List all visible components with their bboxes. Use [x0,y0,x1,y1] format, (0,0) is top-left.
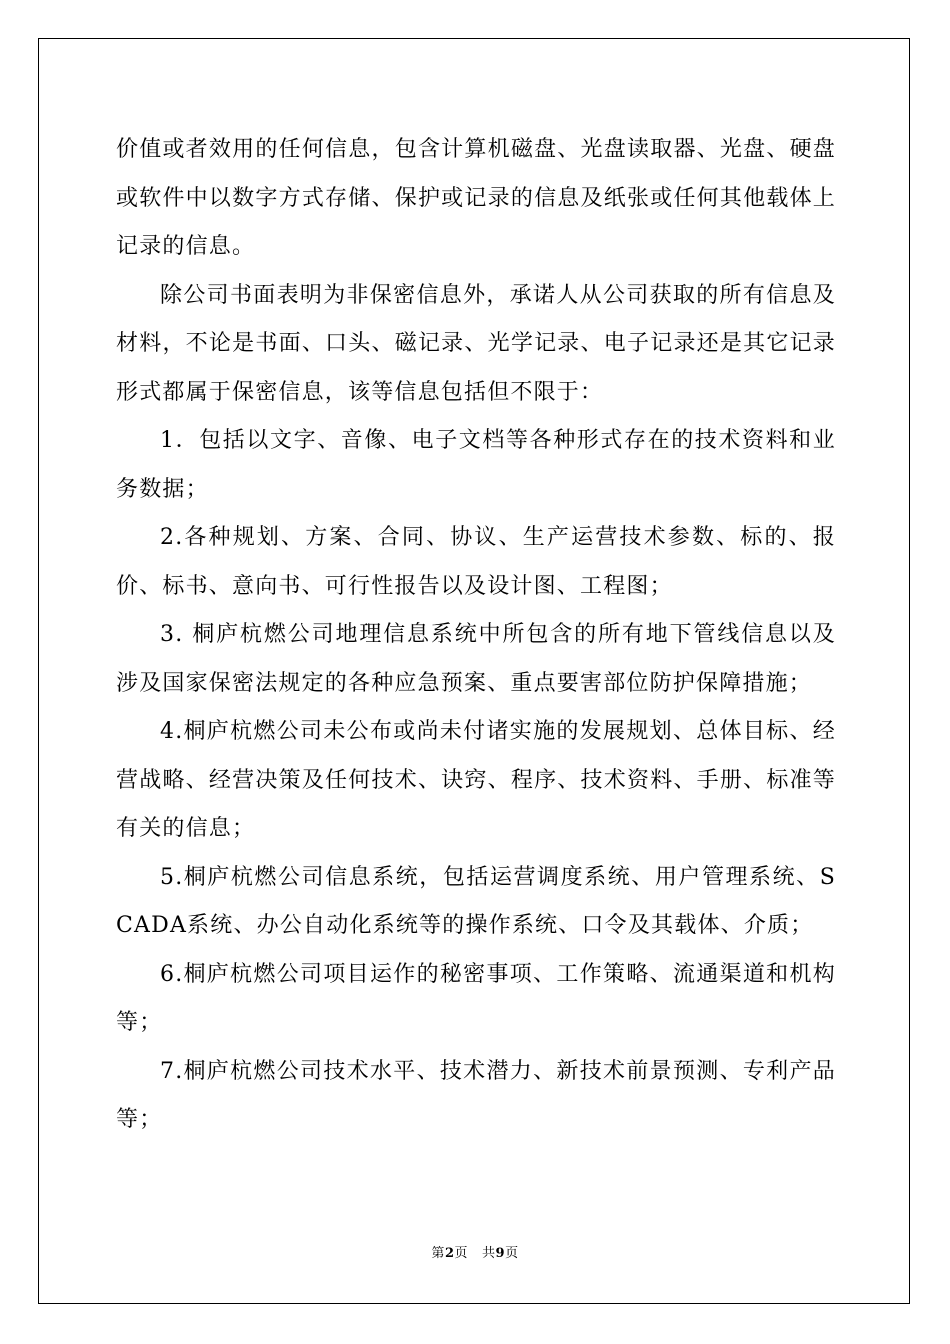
page-number: 第2页 [431,1246,468,1261]
list-item-2: 2.各种规划、方案、合同、协议、生产运营技术参数、标的、报价、标书、意向书、可行性报告以及设计图、工程图； [116,525,836,599]
paragraph-continuation: 价值或者效用的任何信息，包含计算机磁盘、光盘读取器、光盘、硬盘或软件中以数字方式存储、保护或记录的信息及纸张或任何其他载体上记录的信息。 [116,137,836,259]
document-body [116,126,836,1145]
page-total: 共9页 [482,1246,519,1261]
page-footer [0,1244,950,1264]
list-item-6: 6.桐庐杭燃公司项目运作的秘密事项、工作策略、流通渠道和机构等； [116,961,836,1035]
paragraph-confidential-definition: 除公司书面表明为非保密信息外，承诺人从公司获取的所有信息及材料，不论是书面、口头、磁记录、光学记录、电子记录还是其它记录形式都属于保密信息，该等信息包括但不限于： [116,282,836,405]
list-item-4: 4.桐庐杭燃公司未公布或尚未付诸实施的发展规划、总体目标、经营战略、经营决策及任何技术、诀窍、程序、技术资料、手册、标准等有关的信息； [116,719,836,841]
list-item-1: 1．包括以文字、音像、电子文档等各种形式存在的技术资料和业务数据； [116,428,836,502]
list-item-5: 5.桐庐杭燃公司信息系统，包括运营调度系统、用户管理系统、SCADA系统、办公自动化系统等的操作系统、口令及其载体、介质； [116,864,836,938]
list-item-7: 7.桐庐杭燃公司技术水平、技术潜力、新技术前景预测、专利产品等； [116,1058,836,1132]
list-item-3: 3. 桐庐杭燃公司地理信息系统中所包含的所有地下管线信息以及涉及国家保密法规定的各种应急预案、重点要害部位防护保障措施； [116,622,836,696]
